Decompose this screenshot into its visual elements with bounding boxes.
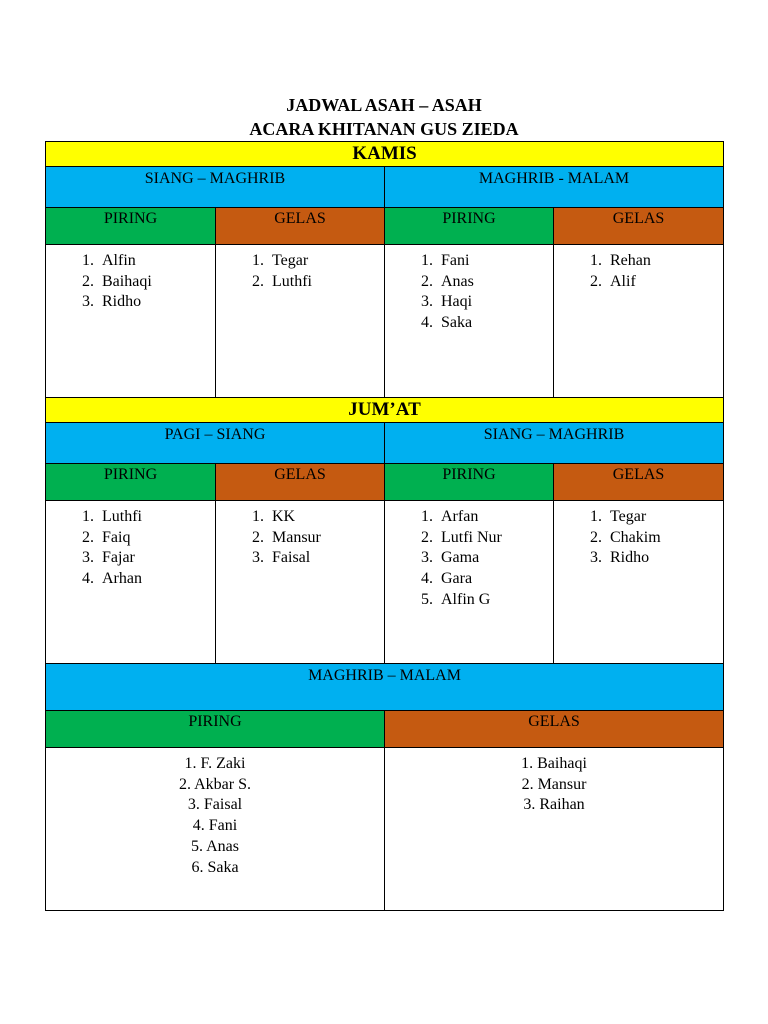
- list-item: 1. F. Zaki: [184, 755, 246, 772]
- names-row-jumat: [46, 501, 724, 664]
- list-item: 1. Luthfi: [98, 507, 215, 528]
- list-item: 1. Alfin: [98, 251, 215, 272]
- list-item: 1. Baihaqi: [521, 755, 587, 772]
- names-cell: [46, 748, 385, 911]
- list-item: 1. KK: [268, 507, 384, 528]
- role-row-jumat: [46, 464, 724, 501]
- list-item: 2. Baihaqi: [98, 272, 215, 293]
- schedule-table: [45, 141, 724, 911]
- list-item: 2. Faiq: [98, 528, 215, 549]
- list-item: 3. Gama: [437, 548, 553, 569]
- shift-header-kamis-1: SIANG – MAGHRIB: [46, 167, 385, 208]
- list-item: 5. Anas: [191, 837, 239, 855]
- list-item: 4. Saka: [437, 313, 553, 334]
- list-item: 2. Anas: [437, 272, 553, 293]
- list-item: 1. Fani: [437, 251, 553, 272]
- list-item: 2. Chakim: [606, 528, 723, 549]
- day-row-jumat: [46, 398, 724, 423]
- list-item: 2. Mansur: [521, 775, 587, 793]
- list-item: 2. Luthfi: [268, 272, 384, 293]
- list-item: 2. Akbar S.: [179, 775, 251, 793]
- piring-header: PIRING: [46, 208, 216, 245]
- document-subtitle: ACARA KHITANAN GUS ZIEDA: [249, 119, 519, 139]
- names-cell: [554, 501, 724, 664]
- list-item: 3. Faisal: [268, 548, 384, 569]
- list-item: 2. Mansur: [268, 528, 384, 549]
- list-item: 4. Arhan: [98, 569, 215, 590]
- names-cell: [385, 501, 554, 664]
- list-item: 3. Faisal: [187, 796, 243, 814]
- gelas-header: GELAS: [554, 464, 724, 501]
- shift-header-jumat-1: PAGI – SIANG: [46, 423, 385, 464]
- name-list: [385, 754, 723, 816]
- list-item: 2. Lutfi Nur: [437, 528, 553, 549]
- gelas-header: GELAS: [216, 208, 385, 245]
- name-list: [216, 251, 384, 292]
- names-cell: [216, 501, 385, 664]
- names-cell: [385, 245, 554, 398]
- list-item: 4. Gara: [437, 569, 553, 590]
- list-item: 3. Ridho: [98, 292, 215, 313]
- names-row-kamis: [46, 245, 724, 398]
- name-list: [385, 251, 553, 334]
- list-item: 1. Tegar: [268, 251, 384, 272]
- day-header-jumat: JUM’AT: [46, 398, 724, 423]
- names-cell: [554, 245, 724, 398]
- shift-row-jumat: [46, 423, 724, 464]
- day-row-kamis: [46, 142, 724, 167]
- document-title: JADWAL ASAH – ASAH: [286, 95, 482, 115]
- piring-header: PIRING: [385, 208, 554, 245]
- shift-row-jumat-3: [46, 664, 724, 711]
- list-item: 3. Fajar: [98, 548, 215, 569]
- name-list: [46, 754, 384, 878]
- list-item: 2. Alif: [606, 272, 723, 293]
- piring-header: PIRING: [385, 464, 554, 501]
- piring-header: PIRING: [46, 711, 385, 748]
- list-item: 1. Arfan: [437, 507, 553, 528]
- day-header-kamis: KAMIS: [46, 142, 724, 167]
- names-cell: [46, 501, 216, 664]
- role-row-kamis: [46, 208, 724, 245]
- list-item: 3. Haqi: [437, 292, 553, 313]
- piring-header: PIRING: [46, 464, 216, 501]
- role-row-jumat-3: [46, 711, 724, 748]
- name-list: [554, 507, 723, 569]
- name-list: [554, 251, 723, 292]
- shift-header-jumat-2: SIANG – MAGHRIB: [385, 423, 724, 464]
- names-cell: [46, 245, 216, 398]
- gelas-header: GELAS: [385, 711, 724, 748]
- list-item: 6. Saka: [191, 858, 239, 876]
- name-list: [46, 251, 215, 313]
- names-row-jumat-3: [46, 748, 724, 911]
- list-item: 3. Ridho: [606, 548, 723, 569]
- list-item: 1. Rehan: [606, 251, 723, 272]
- list-item: 3. Raihan: [523, 796, 585, 814]
- name-list: [216, 507, 384, 569]
- shift-row-kamis: [46, 167, 724, 208]
- shift-header-jumat-3: MAGHRIB – MALAM: [46, 664, 724, 711]
- name-list: [46, 507, 215, 590]
- names-cell: [216, 245, 385, 398]
- gelas-header: GELAS: [554, 208, 724, 245]
- shift-header-kamis-2: MAGHRIB - MALAM: [385, 167, 724, 208]
- gelas-header: GELAS: [216, 464, 385, 501]
- list-item: 1. Tegar: [606, 507, 723, 528]
- name-list: [385, 507, 553, 611]
- list-item: 5. Alfin G: [437, 590, 553, 611]
- names-cell: [385, 748, 724, 911]
- list-item: 4. Fani: [192, 817, 238, 835]
